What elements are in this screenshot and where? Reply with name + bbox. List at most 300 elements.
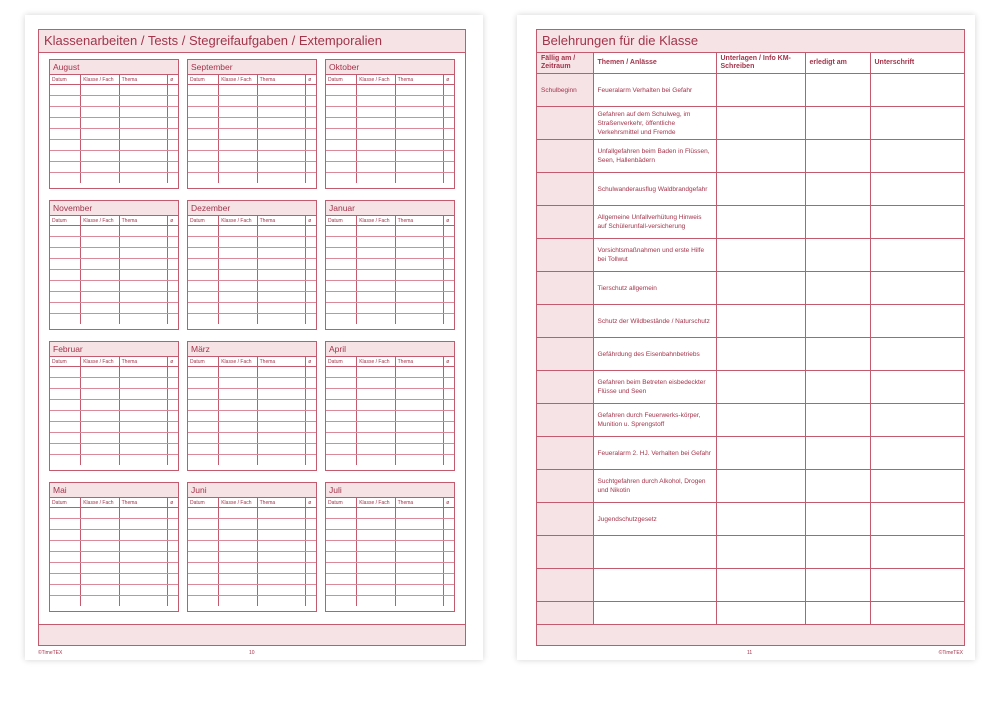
month-entry-cell[interactable] xyxy=(306,519,316,530)
month-entry-cell[interactable] xyxy=(81,367,119,378)
month-entry-cell[interactable] xyxy=(119,173,168,184)
month-entry-cell[interactable] xyxy=(219,96,257,107)
documents-cell[interactable] xyxy=(716,338,805,371)
month-entry-cell[interactable] xyxy=(326,389,357,400)
month-entry-cell[interactable] xyxy=(326,259,357,270)
month-entry-cell[interactable] xyxy=(188,162,219,173)
month-entry-cell[interactable] xyxy=(395,173,444,184)
documents-cell[interactable] xyxy=(716,74,805,107)
signature-cell[interactable] xyxy=(870,107,964,140)
month-entry-cell[interactable] xyxy=(50,248,81,259)
month-entry-cell[interactable] xyxy=(168,519,178,530)
month-entry-cell[interactable] xyxy=(119,118,168,129)
month-entry-cell[interactable] xyxy=(444,411,454,422)
month-entry-cell[interactable] xyxy=(168,378,178,389)
month-entry-cell[interactable] xyxy=(81,433,119,444)
month-entry-cell[interactable] xyxy=(50,400,81,411)
month-entry-cell[interactable] xyxy=(257,140,306,151)
month-entry-cell[interactable] xyxy=(50,574,81,585)
month-entry-cell[interactable] xyxy=(188,314,219,325)
month-entry-cell[interactable] xyxy=(395,444,444,455)
signature-cell[interactable] xyxy=(870,173,964,206)
month-entry-cell[interactable] xyxy=(444,303,454,314)
month-entry-cell[interactable] xyxy=(395,367,444,378)
month-entry-cell[interactable] xyxy=(257,530,306,541)
month-entry-cell[interactable] xyxy=(444,314,454,325)
month-entry-cell[interactable] xyxy=(119,303,168,314)
month-entry-cell[interactable] xyxy=(395,292,444,303)
month-entry-cell[interactable] xyxy=(168,433,178,444)
month-entry-cell[interactable] xyxy=(395,281,444,292)
month-entry-cell[interactable] xyxy=(81,107,119,118)
month-entry-cell[interactable] xyxy=(357,541,395,552)
month-entry-cell[interactable] xyxy=(188,281,219,292)
month-entry-cell[interactable] xyxy=(219,281,257,292)
month-entry-cell[interactable] xyxy=(395,314,444,325)
month-entry-cell[interactable] xyxy=(257,585,306,596)
month-entry-cell[interactable] xyxy=(257,173,306,184)
month-entry-cell[interactable] xyxy=(326,270,357,281)
month-entry-cell[interactable] xyxy=(326,530,357,541)
month-entry-cell[interactable] xyxy=(444,118,454,129)
month-entry-cell[interactable] xyxy=(444,596,454,607)
month-entry-cell[interactable] xyxy=(395,389,444,400)
month-entry-cell[interactable] xyxy=(219,378,257,389)
month-entry-cell[interactable] xyxy=(119,530,168,541)
month-entry-cell[interactable] xyxy=(326,162,357,173)
month-entry-cell[interactable] xyxy=(326,129,357,140)
signature-cell[interactable] xyxy=(870,371,964,404)
month-entry-cell[interactable] xyxy=(326,444,357,455)
month-entry-cell[interactable] xyxy=(395,433,444,444)
signature-cell[interactable] xyxy=(870,272,964,305)
month-entry-cell[interactable] xyxy=(168,237,178,248)
month-entry-cell[interactable] xyxy=(81,422,119,433)
signature-cell[interactable] xyxy=(870,470,964,503)
month-entry-cell[interactable] xyxy=(119,270,168,281)
month-entry-cell[interactable] xyxy=(50,96,81,107)
month-entry-cell[interactable] xyxy=(395,585,444,596)
month-entry-cell[interactable] xyxy=(81,574,119,585)
month-entry-cell[interactable] xyxy=(119,85,168,96)
month-entry-cell[interactable] xyxy=(395,248,444,259)
month-entry-cell[interactable] xyxy=(50,85,81,96)
month-entry-cell[interactable] xyxy=(395,162,444,173)
month-entry-cell[interactable] xyxy=(50,281,81,292)
month-entry-cell[interactable] xyxy=(444,378,454,389)
month-entry-cell[interactable] xyxy=(306,444,316,455)
month-entry-cell[interactable] xyxy=(50,270,81,281)
month-entry-cell[interactable] xyxy=(306,140,316,151)
month-entry-cell[interactable] xyxy=(50,314,81,325)
month-entry-cell[interactable] xyxy=(119,585,168,596)
signature-cell[interactable] xyxy=(870,74,964,107)
month-entry-cell[interactable] xyxy=(357,422,395,433)
month-entry-cell[interactable] xyxy=(326,118,357,129)
month-entry-cell[interactable] xyxy=(50,303,81,314)
month-entry-cell[interactable] xyxy=(188,303,219,314)
month-entry-cell[interactable] xyxy=(81,96,119,107)
signature-cell[interactable] xyxy=(870,305,964,338)
month-entry-cell[interactable] xyxy=(119,96,168,107)
month-entry-cell[interactable] xyxy=(219,519,257,530)
month-entry-cell[interactable] xyxy=(168,129,178,140)
month-entry-cell[interactable] xyxy=(306,237,316,248)
month-entry-cell[interactable] xyxy=(119,563,168,574)
month-entry-cell[interactable] xyxy=(257,444,306,455)
month-entry-cell[interactable] xyxy=(257,226,306,237)
month-entry-cell[interactable] xyxy=(395,96,444,107)
month-entry-cell[interactable] xyxy=(326,303,357,314)
month-entry-cell[interactable] xyxy=(306,455,316,466)
month-entry-cell[interactable] xyxy=(50,541,81,552)
signature-cell[interactable] xyxy=(870,569,964,602)
month-entry-cell[interactable] xyxy=(444,237,454,248)
month-entry-cell[interactable] xyxy=(257,281,306,292)
month-entry-cell[interactable] xyxy=(188,248,219,259)
month-entry-cell[interactable] xyxy=(357,563,395,574)
month-entry-cell[interactable] xyxy=(188,519,219,530)
month-entry-cell[interactable] xyxy=(168,552,178,563)
month-entry-cell[interactable] xyxy=(50,107,81,118)
month-entry-cell[interactable] xyxy=(395,563,444,574)
month-entry-cell[interactable] xyxy=(357,400,395,411)
month-entry-cell[interactable] xyxy=(188,433,219,444)
month-entry-cell[interactable] xyxy=(119,411,168,422)
month-entry-cell[interactable] xyxy=(188,292,219,303)
month-entry-cell[interactable] xyxy=(306,574,316,585)
month-entry-cell[interactable] xyxy=(326,85,357,96)
month-entry-cell[interactable] xyxy=(50,585,81,596)
month-entry-cell[interactable] xyxy=(326,378,357,389)
month-entry-cell[interactable] xyxy=(306,107,316,118)
month-entry-cell[interactable] xyxy=(257,129,306,140)
month-entry-cell[interactable] xyxy=(119,541,168,552)
done-cell[interactable] xyxy=(805,470,870,503)
month-entry-cell[interactable] xyxy=(119,508,168,519)
month-entry-cell[interactable] xyxy=(50,292,81,303)
month-entry-cell[interactable] xyxy=(168,85,178,96)
month-entry-cell[interactable] xyxy=(357,455,395,466)
month-entry-cell[interactable] xyxy=(50,129,81,140)
month-entry-cell[interactable] xyxy=(326,281,357,292)
month-entry-cell[interactable] xyxy=(357,140,395,151)
month-entry-cell[interactable] xyxy=(357,96,395,107)
month-entry-cell[interactable] xyxy=(257,85,306,96)
month-entry-cell[interactable] xyxy=(219,151,257,162)
month-entry-cell[interactable] xyxy=(306,248,316,259)
month-entry-cell[interactable] xyxy=(168,422,178,433)
month-entry-cell[interactable] xyxy=(444,508,454,519)
month-entry-cell[interactable] xyxy=(326,400,357,411)
month-entry-cell[interactable] xyxy=(326,173,357,184)
month-entry-cell[interactable] xyxy=(188,151,219,162)
month-entry-cell[interactable] xyxy=(257,292,306,303)
month-entry-cell[interactable] xyxy=(50,444,81,455)
signature-cell[interactable] xyxy=(870,404,964,437)
month-entry-cell[interactable] xyxy=(219,107,257,118)
month-entry-cell[interactable] xyxy=(306,367,316,378)
month-entry-cell[interactable] xyxy=(326,585,357,596)
month-entry-cell[interactable] xyxy=(306,378,316,389)
month-entry-cell[interactable] xyxy=(395,541,444,552)
month-entry-cell[interactable] xyxy=(168,541,178,552)
month-entry-cell[interactable] xyxy=(81,85,119,96)
month-entry-cell[interactable] xyxy=(50,563,81,574)
month-entry-cell[interactable] xyxy=(306,85,316,96)
month-entry-cell[interactable] xyxy=(357,162,395,173)
month-entry-cell[interactable] xyxy=(219,541,257,552)
month-entry-cell[interactable] xyxy=(119,367,168,378)
month-entry-cell[interactable] xyxy=(81,248,119,259)
month-entry-cell[interactable] xyxy=(257,519,306,530)
month-entry-cell[interactable] xyxy=(119,519,168,530)
month-entry-cell[interactable] xyxy=(326,96,357,107)
month-entry-cell[interactable] xyxy=(219,226,257,237)
month-entry-cell[interactable] xyxy=(168,162,178,173)
month-entry-cell[interactable] xyxy=(395,552,444,563)
month-entry-cell[interactable] xyxy=(81,552,119,563)
month-entry-cell[interactable] xyxy=(395,270,444,281)
month-entry-cell[interactable] xyxy=(168,140,178,151)
month-entry-cell[interactable] xyxy=(326,107,357,118)
month-entry-cell[interactable] xyxy=(168,411,178,422)
month-entry-cell[interactable] xyxy=(50,455,81,466)
month-entry-cell[interactable] xyxy=(81,162,119,173)
month-entry-cell[interactable] xyxy=(188,270,219,281)
month-entry-cell[interactable] xyxy=(119,151,168,162)
signature-cell[interactable] xyxy=(870,206,964,239)
month-entry-cell[interactable] xyxy=(219,508,257,519)
month-entry-cell[interactable] xyxy=(306,422,316,433)
month-entry-cell[interactable] xyxy=(306,96,316,107)
month-entry-cell[interactable] xyxy=(81,444,119,455)
signature-cell[interactable] xyxy=(870,503,964,536)
month-entry-cell[interactable] xyxy=(50,173,81,184)
month-entry-cell[interactable] xyxy=(50,378,81,389)
month-entry-cell[interactable] xyxy=(357,248,395,259)
month-entry-cell[interactable] xyxy=(50,508,81,519)
month-entry-cell[interactable] xyxy=(168,292,178,303)
month-entry-cell[interactable] xyxy=(188,563,219,574)
documents-cell[interactable] xyxy=(716,272,805,305)
month-entry-cell[interactable] xyxy=(219,585,257,596)
month-entry-cell[interactable] xyxy=(119,292,168,303)
month-entry-cell[interactable] xyxy=(168,270,178,281)
done-cell[interactable] xyxy=(805,503,870,536)
month-entry-cell[interactable] xyxy=(219,118,257,129)
done-cell[interactable] xyxy=(805,536,870,569)
month-entry-cell[interactable] xyxy=(395,596,444,607)
month-entry-cell[interactable] xyxy=(326,541,357,552)
month-entry-cell[interactable] xyxy=(81,519,119,530)
month-entry-cell[interactable] xyxy=(357,292,395,303)
month-entry-cell[interactable] xyxy=(257,270,306,281)
month-entry-cell[interactable] xyxy=(219,400,257,411)
month-entry-cell[interactable] xyxy=(326,411,357,422)
month-entry-cell[interactable] xyxy=(168,96,178,107)
documents-cell[interactable] xyxy=(716,239,805,272)
month-entry-cell[interactable] xyxy=(188,508,219,519)
month-entry-cell[interactable] xyxy=(219,162,257,173)
month-entry-cell[interactable] xyxy=(168,400,178,411)
month-entry-cell[interactable] xyxy=(395,455,444,466)
month-entry-cell[interactable] xyxy=(444,530,454,541)
month-entry-cell[interactable] xyxy=(326,422,357,433)
month-entry-cell[interactable] xyxy=(357,519,395,530)
month-entry-cell[interactable] xyxy=(168,151,178,162)
documents-cell[interactable] xyxy=(716,404,805,437)
month-entry-cell[interactable] xyxy=(219,422,257,433)
month-entry-cell[interactable] xyxy=(219,596,257,607)
done-cell[interactable] xyxy=(805,305,870,338)
month-entry-cell[interactable] xyxy=(357,129,395,140)
month-entry-cell[interactable] xyxy=(81,118,119,129)
month-entry-cell[interactable] xyxy=(188,129,219,140)
documents-cell[interactable] xyxy=(716,173,805,206)
signature-cell[interactable] xyxy=(870,239,964,272)
month-entry-cell[interactable] xyxy=(219,455,257,466)
month-entry-cell[interactable] xyxy=(168,530,178,541)
month-entry-cell[interactable] xyxy=(357,378,395,389)
month-entry-cell[interactable] xyxy=(306,314,316,325)
month-entry-cell[interactable] xyxy=(119,259,168,270)
month-entry-cell[interactable] xyxy=(81,281,119,292)
month-entry-cell[interactable] xyxy=(188,85,219,96)
month-entry-cell[interactable] xyxy=(50,237,81,248)
month-entry-cell[interactable] xyxy=(50,530,81,541)
month-entry-cell[interactable] xyxy=(257,541,306,552)
month-entry-cell[interactable] xyxy=(168,574,178,585)
month-entry-cell[interactable] xyxy=(357,259,395,270)
documents-cell[interactable] xyxy=(716,470,805,503)
month-entry-cell[interactable] xyxy=(357,574,395,585)
documents-cell[interactable] xyxy=(716,536,805,569)
month-entry-cell[interactable] xyxy=(444,173,454,184)
month-entry-cell[interactable] xyxy=(306,162,316,173)
month-entry-cell[interactable] xyxy=(395,574,444,585)
month-entry-cell[interactable] xyxy=(257,151,306,162)
month-entry-cell[interactable] xyxy=(81,455,119,466)
month-entry-cell[interactable] xyxy=(357,237,395,248)
month-entry-cell[interactable] xyxy=(444,552,454,563)
month-entry-cell[interactable] xyxy=(188,574,219,585)
month-entry-cell[interactable] xyxy=(306,541,316,552)
done-cell[interactable] xyxy=(805,437,870,470)
month-entry-cell[interactable] xyxy=(357,552,395,563)
month-entry-cell[interactable] xyxy=(357,85,395,96)
month-entry-cell[interactable] xyxy=(444,107,454,118)
month-entry-cell[interactable] xyxy=(81,563,119,574)
month-entry-cell[interactable] xyxy=(395,411,444,422)
month-entry-cell[interactable] xyxy=(357,444,395,455)
month-entry-cell[interactable] xyxy=(219,129,257,140)
month-entry-cell[interactable] xyxy=(168,303,178,314)
month-entry-cell[interactable] xyxy=(326,314,357,325)
month-entry-cell[interactable] xyxy=(81,173,119,184)
month-entry-cell[interactable] xyxy=(357,508,395,519)
month-entry-cell[interactable] xyxy=(219,248,257,259)
month-entry-cell[interactable] xyxy=(257,411,306,422)
month-entry-cell[interactable] xyxy=(168,107,178,118)
month-entry-cell[interactable] xyxy=(357,433,395,444)
month-entry-cell[interactable] xyxy=(188,552,219,563)
month-entry-cell[interactable] xyxy=(81,303,119,314)
month-entry-cell[interactable] xyxy=(326,563,357,574)
month-entry-cell[interactable] xyxy=(81,314,119,325)
month-entry-cell[interactable] xyxy=(81,378,119,389)
month-entry-cell[interactable] xyxy=(357,585,395,596)
month-entry-cell[interactable] xyxy=(326,367,357,378)
month-entry-cell[interactable] xyxy=(326,508,357,519)
month-entry-cell[interactable] xyxy=(395,129,444,140)
done-cell[interactable] xyxy=(805,206,870,239)
month-entry-cell[interactable] xyxy=(326,596,357,607)
month-entry-cell[interactable] xyxy=(444,400,454,411)
month-entry-cell[interactable] xyxy=(326,151,357,162)
month-entry-cell[interactable] xyxy=(219,433,257,444)
month-entry-cell[interactable] xyxy=(326,519,357,530)
month-entry-cell[interactable] xyxy=(306,129,316,140)
month-entry-cell[interactable] xyxy=(168,367,178,378)
documents-cell[interactable] xyxy=(716,107,805,140)
signature-cell[interactable] xyxy=(870,437,964,470)
month-entry-cell[interactable] xyxy=(444,85,454,96)
month-entry-cell[interactable] xyxy=(306,596,316,607)
documents-cell[interactable] xyxy=(716,305,805,338)
month-entry-cell[interactable] xyxy=(306,292,316,303)
signature-cell[interactable] xyxy=(870,536,964,569)
month-entry-cell[interactable] xyxy=(188,237,219,248)
month-entry-cell[interactable] xyxy=(219,173,257,184)
month-entry-cell[interactable] xyxy=(257,563,306,574)
documents-cell[interactable] xyxy=(716,140,805,173)
month-entry-cell[interactable] xyxy=(119,107,168,118)
month-entry-cell[interactable] xyxy=(306,585,316,596)
month-entry-cell[interactable] xyxy=(306,173,316,184)
month-entry-cell[interactable] xyxy=(168,314,178,325)
month-entry-cell[interactable] xyxy=(119,162,168,173)
month-entry-cell[interactable] xyxy=(395,508,444,519)
month-entry-cell[interactable] xyxy=(306,389,316,400)
month-entry-cell[interactable] xyxy=(395,118,444,129)
month-entry-cell[interactable] xyxy=(188,422,219,433)
documents-cell[interactable] xyxy=(716,569,805,602)
month-entry-cell[interactable] xyxy=(168,281,178,292)
month-entry-cell[interactable] xyxy=(168,596,178,607)
done-cell[interactable] xyxy=(805,404,870,437)
month-entry-cell[interactable] xyxy=(395,303,444,314)
month-entry-cell[interactable] xyxy=(81,508,119,519)
signature-cell[interactable] xyxy=(870,338,964,371)
month-entry-cell[interactable] xyxy=(357,281,395,292)
month-entry-cell[interactable] xyxy=(395,400,444,411)
month-entry-cell[interactable] xyxy=(168,585,178,596)
month-entry-cell[interactable] xyxy=(257,433,306,444)
month-entry-cell[interactable] xyxy=(50,433,81,444)
month-entry-cell[interactable] xyxy=(444,585,454,596)
month-entry-cell[interactable] xyxy=(257,96,306,107)
documents-cell[interactable] xyxy=(716,206,805,239)
month-entry-cell[interactable] xyxy=(81,237,119,248)
month-entry-cell[interactable] xyxy=(168,248,178,259)
month-entry-cell[interactable] xyxy=(306,400,316,411)
documents-cell[interactable] xyxy=(716,437,805,470)
month-entry-cell[interactable] xyxy=(395,422,444,433)
month-entry-cell[interactable] xyxy=(50,411,81,422)
month-entry-cell[interactable] xyxy=(188,455,219,466)
month-entry-cell[interactable] xyxy=(257,400,306,411)
